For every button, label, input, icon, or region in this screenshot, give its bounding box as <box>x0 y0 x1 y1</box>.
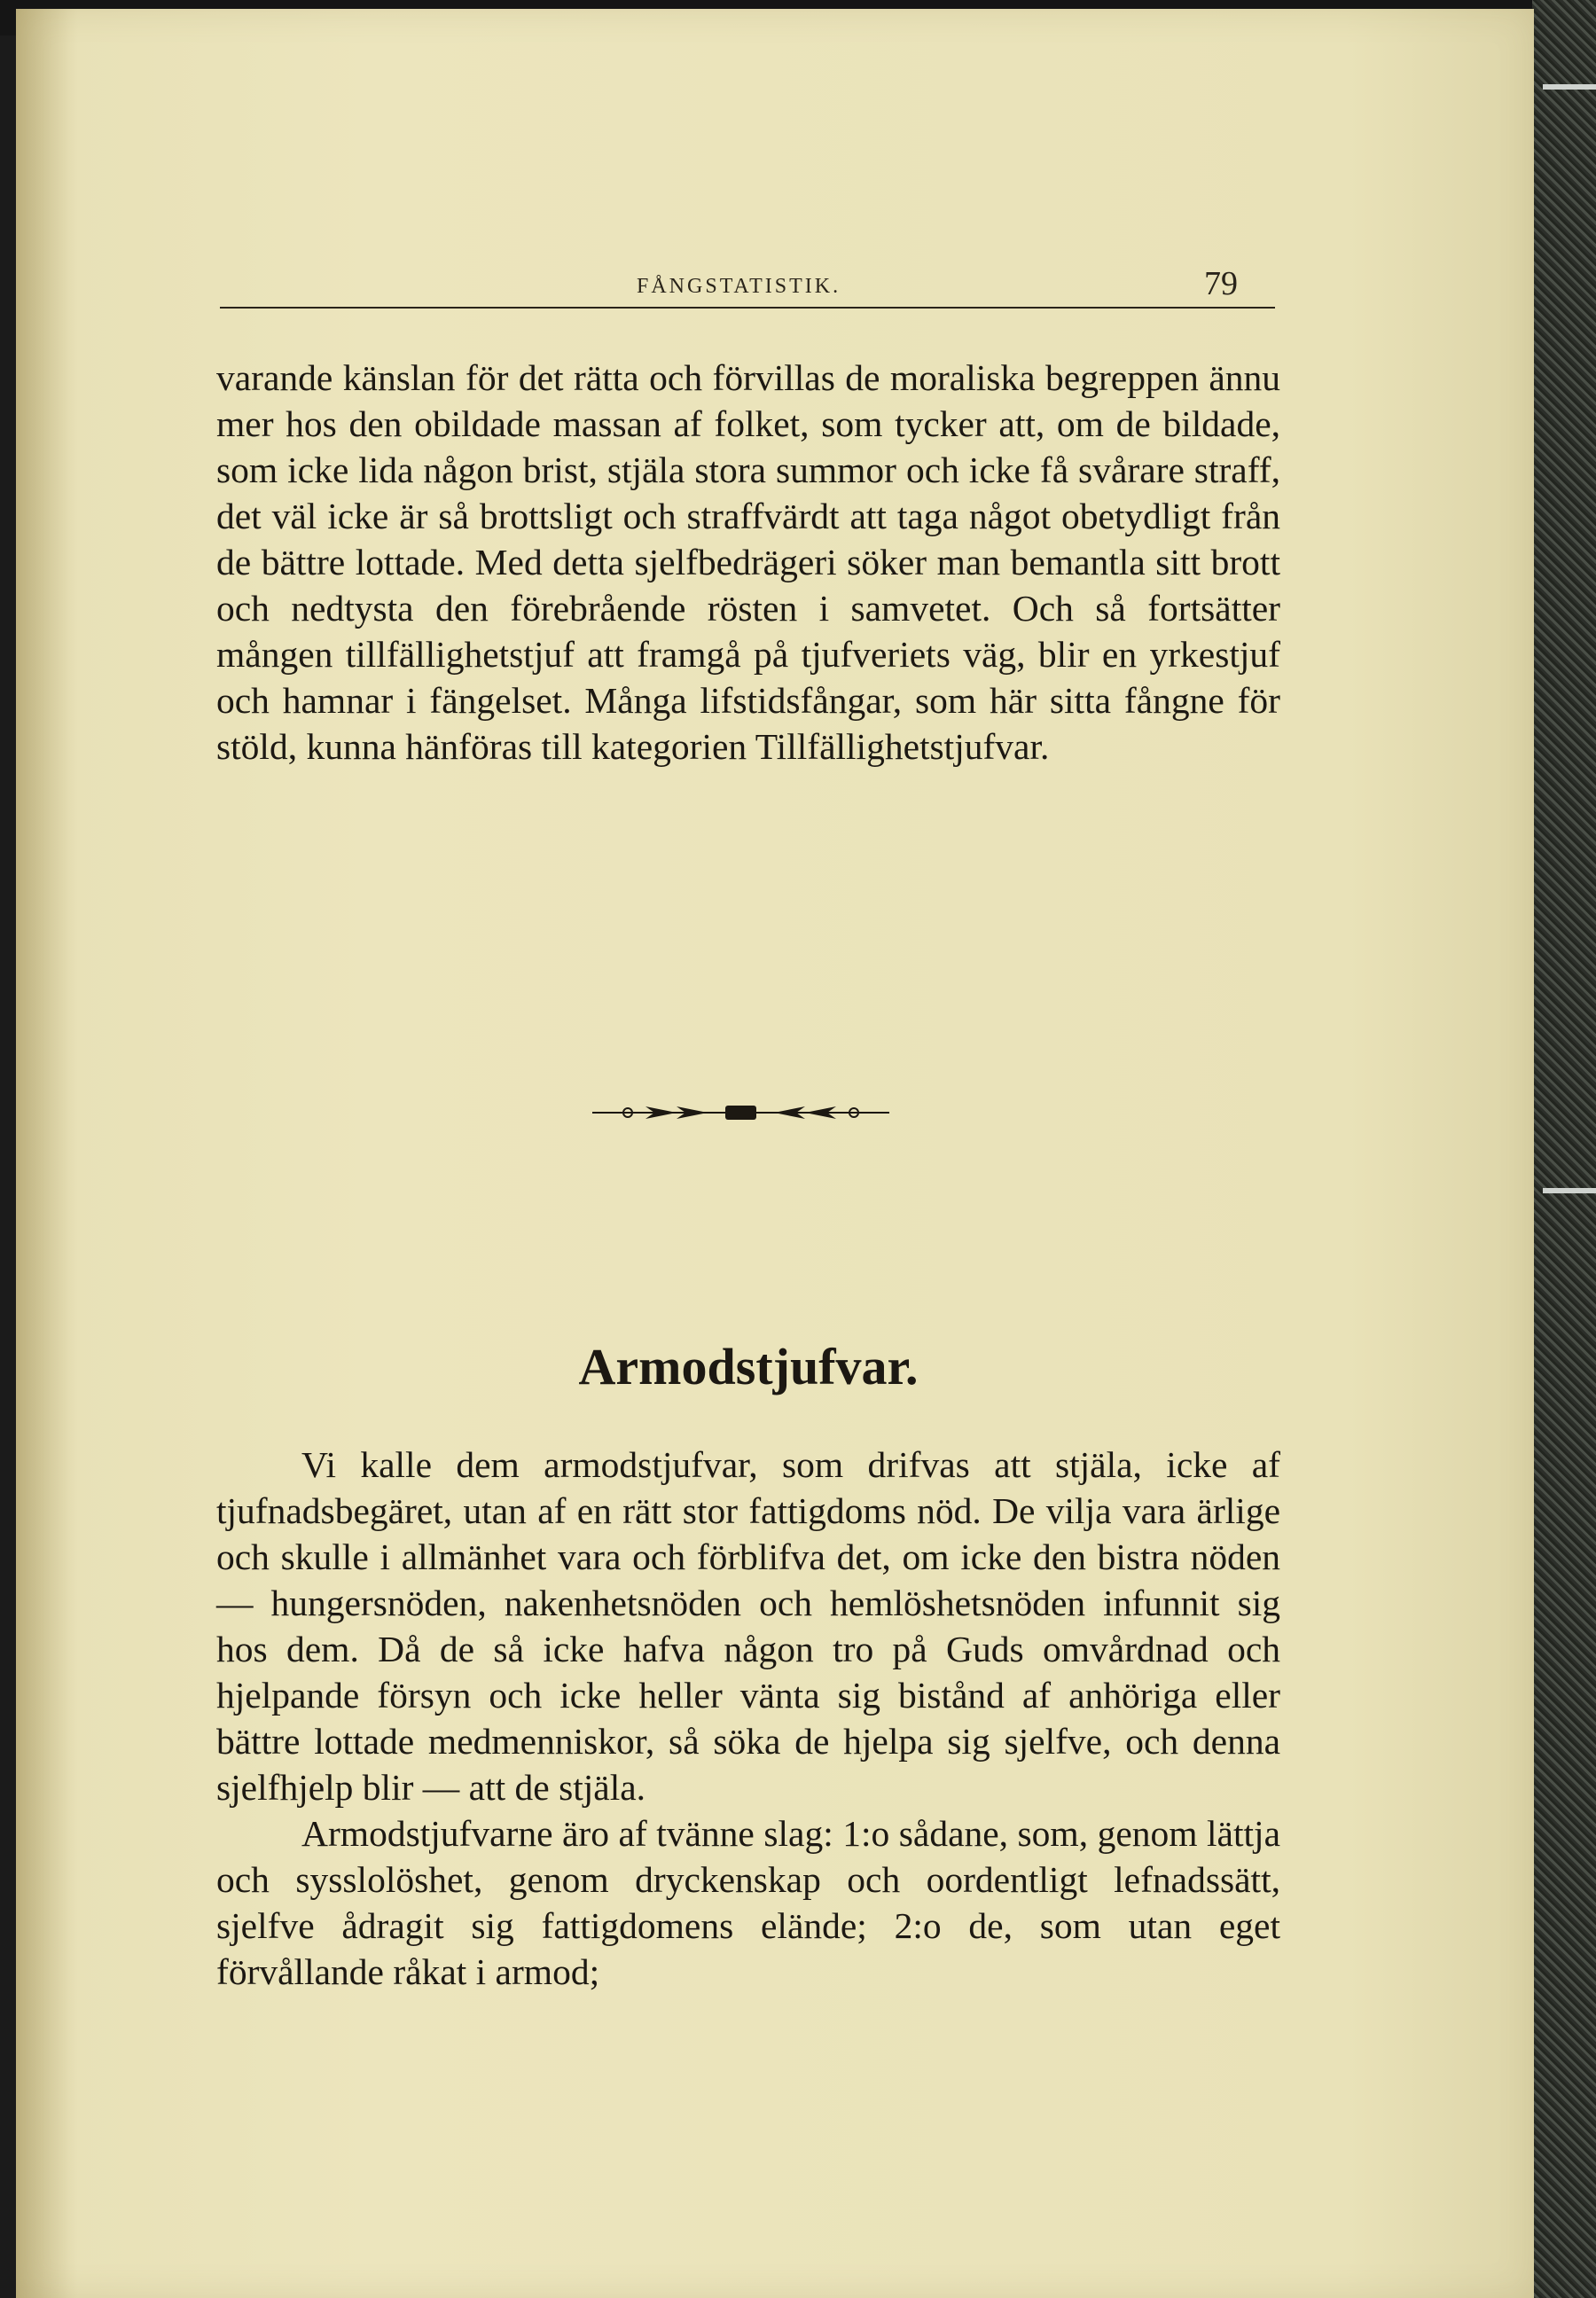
paragraph-continuation: varande känslan för det rätta och förvillas de moraliska begreppen ännu mer hos den obildade massan af folket, som tycker att, om de bildade, som icke lida någon brist, stjäla stora summor och icke få svårare straff, det väl icke är så brottsligt och straffvärdt att taga något obetydligt från de bättre lottade. Med detta sjelfbedrägeri söker man bemantla sitt brott och nedtysta den förebrående rösten i samvetet. Och så fortsätter mången tillfällighetstjuf att framgå på tjufveriets väg, blir en yrkestjuf och hamnar i fängelset. Många lifstidsfångar, som här sitta fångne för stöld, kunna hänföras till kategorien Tillfällighetstjufvar. <box>216 357 1280 767</box>
paragraph-armodstjufvar-types: Armodstjufvarne äro af tvänne slag: 1:o sådane, som, genom lättja och sysslolöshet, genom dryckenskap och oordentligt lefnadssätt, sjelfve ådragit sig fattigdomens elände; 2:o de, som utan eget förvållande råkat i armod; <box>216 1813 1280 1992</box>
header-rule <box>220 307 1275 309</box>
section-heading: Armodstjufvar. <box>578 1338 919 1395</box>
page-header <box>220 255 1275 309</box>
text-block-armodstjufvar <box>216 1442 1280 1995</box>
binding-strap-bottom <box>1543 1188 1596 1193</box>
page-number: 79 <box>1204 265 1238 302</box>
spine-shadow <box>16 9 78 2298</box>
ornament-divider-icon <box>592 1099 889 1126</box>
book-binding <box>1532 0 1596 2298</box>
paragraph-armodstjufvar-intro: Vi kalle dem armodstjufvar, som drifvas att stjäla, icke af tjufnadsbegäret, utan af en rätt stor fattigdoms nöd. De vilja vara ärlige och skulle i allmänhet vara och förblifva det, om icke den bistra nöden — hungersnöden, nakenhetsnöden och hemlöshetsnöden infunnit sig hos dem. Då de så icke hafva någon tro på Guds omvårdnad och hjelpande försyn och icke heller vänta sig bistånd af anhöriga eller bättre lottade medmenniskor, så söka de hjelpa sig sjelfve, och denna sjelfhjelp blir — att de stjäla. <box>216 1444 1280 1808</box>
running-title: FÅNGSTATISTIK. <box>637 275 841 298</box>
text-block-continuation <box>216 355 1280 770</box>
binding-strap-top <box>1543 84 1596 90</box>
